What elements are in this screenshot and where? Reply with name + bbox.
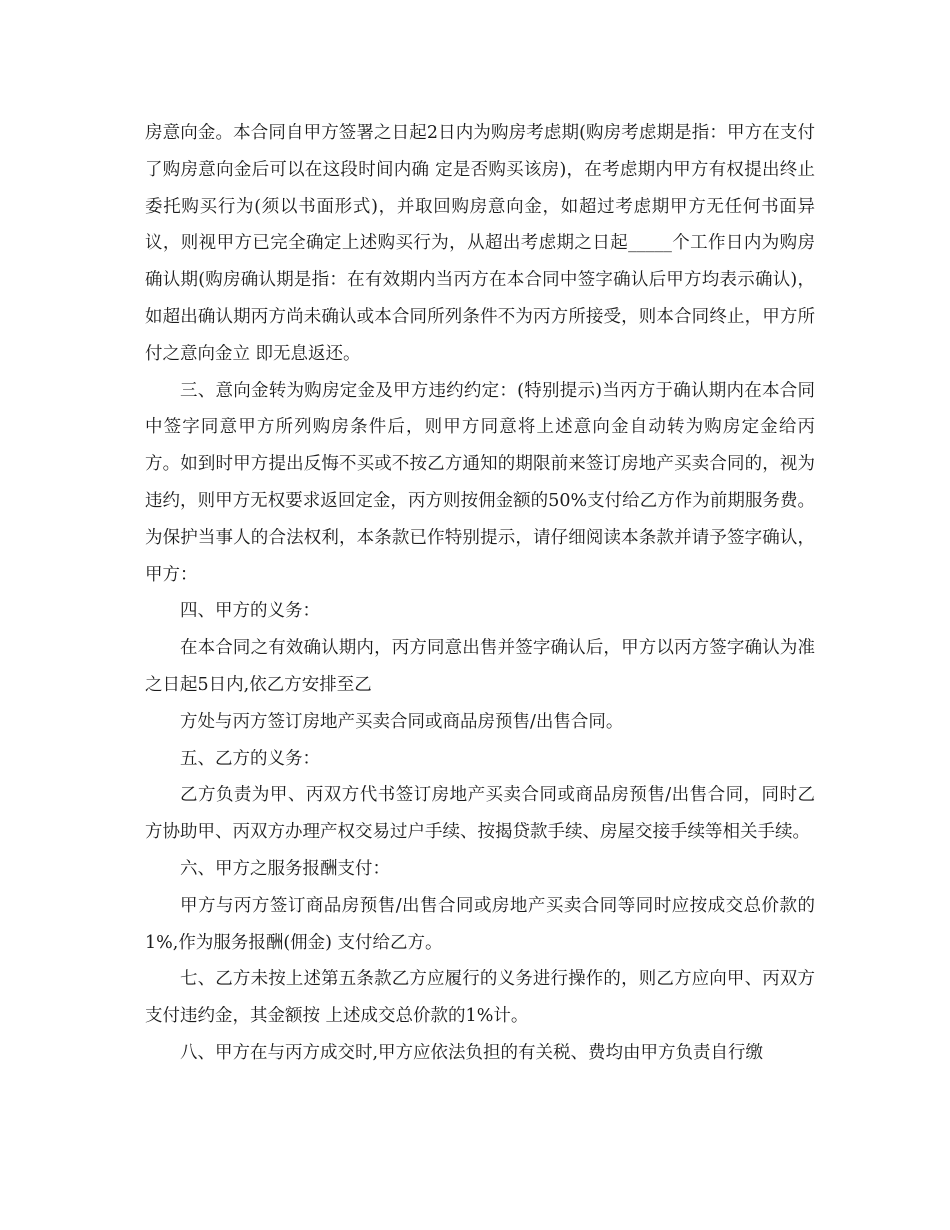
heading-clause-5: 五、乙方的义务： — [180, 748, 320, 769]
heading-clause-6: 六、甲方之服务报酬支付： — [180, 858, 390, 879]
paragraph-clause-6-body: 甲方与丙方签订商品房预售/出售合同或房地产买卖合同等同时应按成交总价款的1%,作为服务报酬(佣金) 支付给乙方。 — [145, 895, 815, 953]
heading-clause-4: 四、甲方的义务： — [180, 601, 320, 622]
document-body — [145, 115, 815, 1072]
paragraph-clause-7: 七、乙方未按上述第五条款乙方应履行的义务进行操作的，则乙方应向甲、丙双方支付违约金，其金额按 上述成交总价款的1%计。 — [145, 969, 815, 1027]
paragraph-clause-3: 三、意向金转为购房定金及甲方违约约定：(特别提示)当丙方于确认期内在本合同中签字同意甲方所列购房条件后，则甲方同意将上述意向金自动转为购房定金给丙 方。如到时甲方提出反悔不买或不按乙方通知的期限前来签订房地产买卖合同的，视为违约，则甲方无权要求返回定金，丙方则按佣金额的50%支付给乙方作为前期服务费。为保护当事人的合法权利，本条款已作特别提示，请仔细阅读本条款并请予签字确认，甲方： — [145, 380, 815, 585]
paragraph-clause-8: 八、甲方在与丙方成交时,甲方应依法负担的有关税、费均由甲方负责自行缴 — [180, 1042, 764, 1063]
paragraph-clause-4-continued: 方处与丙方签订房地产买卖合同或商品房预售/出售合同。 — [180, 711, 624, 732]
paragraph-clause-4-body: 在本合同之有效确认期内，丙方同意出售并签字确认后，甲方以丙方签字确认为准之日起5日内,依乙方安排至乙 — [145, 638, 815, 695]
paragraph-clause-5-body: 乙方负责为甲、丙双方代书签订房地产买卖合同或商品房预售/出售合同，同时乙方协助甲、丙双方办理产权交易过户手续、按揭贷款手续、房屋交接手续等相关手续。 — [145, 785, 815, 843]
paragraph-intention-deposit-terms: 房意向金。本合同自甲方签署之日起2日内为购房考虑期(购房考虑期是指：甲方在支付了购房意向金后可以在这段时间内确 定是否购买该房)，在考虑期内甲方有权提出终止委托购买行为(须以书面形式)，并取回购房意向金，如超过考虑期甲方无任何书面异议，则视甲方已完全确定上述购买行为，从超出考虑期之日起_____个工作日内为购房确认期(购房确认期是指：在有效期内当丙方在本合同中签字确认后甲方均表示确认)，如超出确认期丙方尚未确认或本合同所列条件不为丙方所接受，则本合同终止，甲方所付之意向金立 即无息返还。 — [145, 123, 815, 364]
